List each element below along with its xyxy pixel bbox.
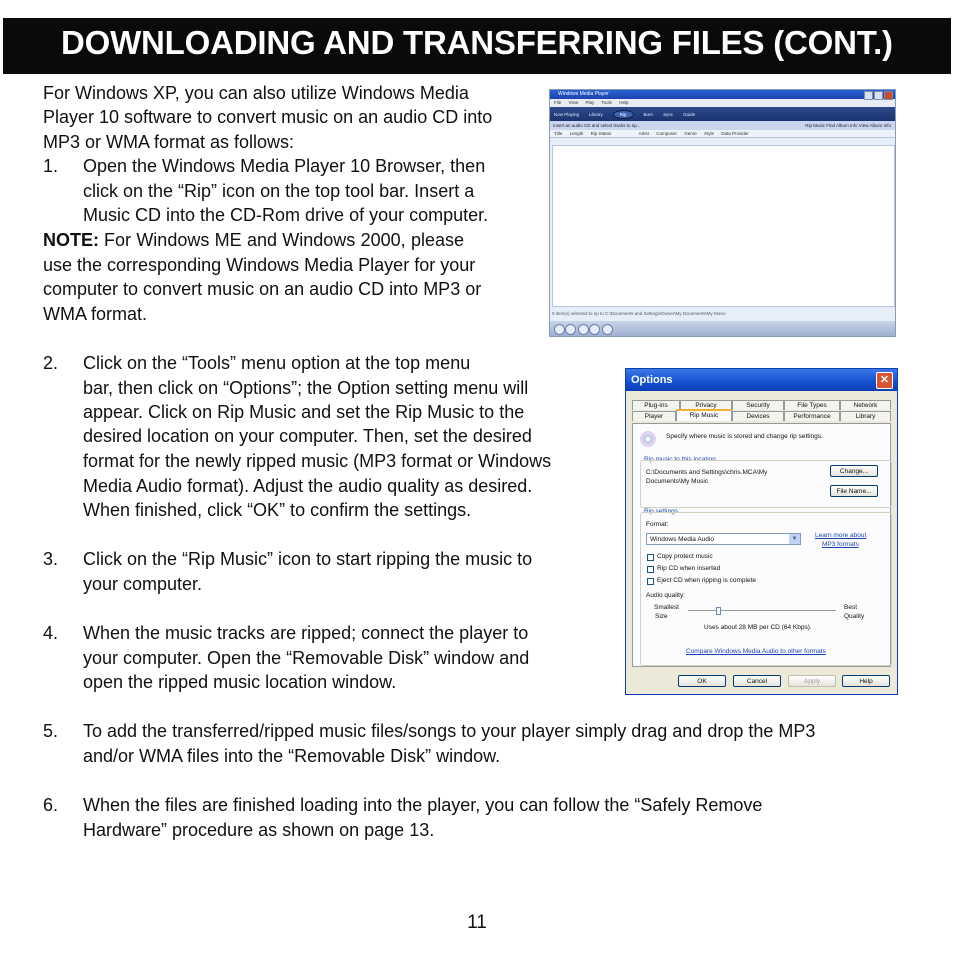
menu-tools[interactable]: Tools bbox=[601, 100, 612, 105]
tab-performance[interactable]: Performance bbox=[784, 411, 840, 421]
tab-row-2 bbox=[632, 411, 891, 421]
column-header[interactable]: Rip Status bbox=[590, 131, 612, 136]
menu-view[interactable]: View bbox=[568, 100, 579, 105]
ok-button[interactable]: OK bbox=[678, 675, 726, 687]
wmp-status: 0 item(s) selected to rip to C:\Documents and Settings\Owner\My Documents\My Music bbox=[552, 311, 726, 316]
change-button[interactable]: Change... bbox=[830, 465, 878, 477]
step-line: appear. Click on Rip Music and set the Rip Music to the bbox=[83, 402, 525, 422]
step-line: bar, then click on “Options”; the Option setting menu will bbox=[83, 378, 529, 398]
column-header[interactable]: Title bbox=[554, 131, 563, 136]
tab-player[interactable]: Player bbox=[632, 411, 676, 421]
step-line: Click on the “Rip Music” icon to start ripping the music to bbox=[83, 549, 533, 569]
menu-play[interactable]: Play bbox=[585, 100, 595, 105]
previous-icon[interactable] bbox=[578, 324, 589, 335]
usage-text: Uses about 28 MB per CD (64 Kbps). bbox=[704, 624, 812, 631]
nav-sync[interactable]: Sync bbox=[663, 111, 674, 117]
stop-icon[interactable] bbox=[565, 324, 576, 335]
step-number: 4. bbox=[43, 623, 59, 643]
step-line: your computer. bbox=[83, 574, 203, 594]
panel-description: Specify where music is stored and change rip settings. bbox=[666, 433, 823, 440]
play-icon[interactable] bbox=[554, 324, 565, 335]
intro-line: MP3 or WMA format as follows: bbox=[43, 132, 295, 152]
size-label: Size bbox=[655, 613, 668, 620]
page-number: 11 bbox=[467, 912, 487, 933]
tab-rip-music[interactable]: Rip Music bbox=[676, 409, 732, 421]
note-line: computer to convert music on an audio CD into MP3 or bbox=[43, 279, 482, 299]
quality-label: Quality bbox=[844, 613, 865, 620]
wmp-menubar bbox=[550, 99, 895, 107]
next-icon[interactable] bbox=[589, 324, 600, 335]
note-line: WMA format. bbox=[43, 304, 148, 324]
step-number: 1. bbox=[43, 156, 59, 176]
step-line: format for the newly ripped music (MP3 format or Windows bbox=[83, 451, 552, 471]
tab-security[interactable]: Security bbox=[732, 400, 784, 410]
note-label: NOTE: bbox=[43, 230, 99, 250]
column-header[interactable]: Composer bbox=[656, 131, 677, 136]
step-number: 2. bbox=[43, 353, 59, 373]
chevron-down-icon[interactable]: ▼ bbox=[789, 534, 800, 544]
copy-protect-checkbox[interactable] bbox=[647, 554, 654, 561]
intro-line: Player 10 software to convert music on an audio CD into bbox=[43, 107, 493, 127]
rip-actions[interactable]: Rip Music Find Album Info View Album Info bbox=[805, 123, 891, 128]
rip-when-inserted-checkbox[interactable] bbox=[647, 566, 654, 573]
compare-link[interactable]: Compare Windows Media Audio to other formats bbox=[686, 648, 826, 655]
menu-help[interactable]: Help bbox=[619, 100, 629, 105]
step-line: and/or WMA files into the “Removable Disk” window. bbox=[83, 746, 501, 766]
dialog-title: Options bbox=[631, 374, 673, 386]
rip-instructions: Insert an audio CD and select tracks to rip... bbox=[553, 123, 641, 128]
wmp-screenshot bbox=[549, 89, 896, 337]
options-dialog bbox=[625, 368, 898, 695]
quality-slider-thumb[interactable] bbox=[716, 607, 721, 615]
nav-library[interactable]: Library bbox=[589, 111, 603, 117]
wmp-title: Windows Media Player bbox=[558, 91, 609, 97]
format-value: Windows Media Audio bbox=[650, 536, 714, 543]
column-header[interactable]: Length bbox=[569, 131, 584, 136]
page-title: DOWNLOADING AND TRANSFERRING FILES (CONT.) bbox=[61, 24, 893, 61]
step-line: Music CD into the CD-Rom drive of your computer. bbox=[83, 205, 489, 225]
nav-burn[interactable]: Burn bbox=[643, 111, 654, 117]
step-line: When the music tracks are ripped; connect the player to bbox=[83, 623, 529, 643]
tab-library[interactable]: Library bbox=[840, 411, 891, 421]
step-line: Hardware” procedure as shown on page 13. bbox=[83, 820, 435, 840]
help-button[interactable]: Help bbox=[842, 675, 890, 687]
step-line: Open the Windows Media Player 10 Browser, then bbox=[83, 156, 486, 176]
track-columns bbox=[550, 130, 895, 138]
step-number: 5. bbox=[43, 721, 59, 741]
close-icon[interactable] bbox=[884, 91, 893, 100]
column-header[interactable]: Style bbox=[704, 131, 715, 136]
tab-row-1 bbox=[632, 400, 891, 410]
format-select[interactable] bbox=[646, 533, 801, 545]
tab-devices[interactable]: Devices bbox=[732, 411, 784, 421]
step-line: your computer. Open the “Removable Disk” window and bbox=[83, 648, 530, 668]
wmp-controls bbox=[550, 321, 895, 336]
best-label: Best bbox=[844, 604, 858, 611]
rip-path: C:\Documents and Settings\chris.MCA\My bbox=[646, 469, 768, 476]
rip-when-inserted-label: Rip CD when inserted bbox=[657, 565, 721, 572]
cancel-button[interactable]: Cancel bbox=[733, 675, 781, 687]
step-line: desired location on your computer. Then, set the desired bbox=[83, 426, 532, 446]
header-bar bbox=[3, 18, 951, 74]
learn-more-link[interactable]: Learn more about bbox=[815, 532, 867, 539]
eject-label: Eject CD when ripping is complete bbox=[657, 577, 756, 584]
minimize-icon[interactable] bbox=[864, 91, 873, 100]
eject-checkbox[interactable] bbox=[647, 578, 654, 585]
intro-line: For Windows XP, you can also utilize Windows Media bbox=[43, 83, 469, 103]
step-line: To add the transferred/ripped music files/songs to your player simply drag and drop the MP3 bbox=[83, 721, 816, 741]
location-group-label: Rip music to this location bbox=[644, 456, 716, 463]
step-line: open the ripped music location window. bbox=[83, 672, 397, 692]
maximize-icon[interactable] bbox=[874, 91, 883, 100]
column-header[interactable]: Genre bbox=[684, 131, 697, 136]
wmp-rip-toolbar bbox=[550, 121, 895, 130]
mute-icon[interactable] bbox=[602, 324, 613, 335]
settings-group-label: Rip settings bbox=[644, 508, 678, 515]
tab-plugins[interactable]: Plug-ins bbox=[632, 400, 680, 410]
note-first-line bbox=[43, 228, 526, 253]
step-line: click on the “Rip” icon on the top tool bar. Insert a bbox=[83, 181, 475, 201]
step-number: 6. bbox=[43, 795, 59, 815]
column-header[interactable]: Data Provider bbox=[721, 131, 749, 136]
note-line: use the corresponding Windows Media Player for your bbox=[43, 255, 476, 275]
wmp-window-buttons bbox=[864, 91, 893, 100]
tab-file-types[interactable]: File Types bbox=[784, 400, 840, 410]
step-line: When finished, click “OK” to confirm the settings. bbox=[83, 500, 472, 520]
wmp-nav bbox=[550, 107, 895, 121]
menu-file[interactable]: File bbox=[554, 100, 562, 105]
file-name-button[interactable]: File Name... bbox=[830, 485, 878, 497]
dialog-titlebar bbox=[626, 369, 897, 391]
close-icon[interactable]: ✕ bbox=[876, 372, 893, 389]
nav-now-playing[interactable]: Now Playing bbox=[554, 111, 580, 117]
step-number: 3. bbox=[43, 549, 59, 569]
rip-path-cont: Documents\My Music bbox=[646, 478, 709, 485]
copy-protect-label: Copy protect music bbox=[657, 553, 713, 560]
wmp-titlebar bbox=[550, 90, 895, 99]
cd-icon bbox=[640, 431, 656, 447]
column-header[interactable]: Artist bbox=[638, 131, 649, 136]
nav-guide[interactable]: Guide bbox=[683, 111, 696, 117]
mp3-formats-link[interactable]: MP3 formats bbox=[822, 541, 859, 548]
track-list[interactable] bbox=[552, 145, 895, 307]
tab-privacy[interactable]: Privacy bbox=[680, 400, 732, 410]
audio-quality-label: Audio quality: bbox=[646, 592, 686, 599]
step-line: Media Audio format). Adjust the audio quality as desired. bbox=[83, 476, 533, 496]
format-label: Format: bbox=[646, 521, 669, 528]
step-line: When the files are finished loading into the player, you can follow the “Safely Remove bbox=[83, 795, 763, 815]
nav-rip[interactable]: Rip bbox=[613, 110, 634, 119]
smallest-label: Smallest bbox=[654, 604, 679, 611]
apply-button[interactable]: Apply bbox=[788, 675, 836, 687]
note-text: For Windows ME and Windows 2000, please bbox=[104, 230, 465, 250]
quality-slider-track bbox=[688, 610, 836, 611]
step-line: Click on the “Tools” menu option at the top menu bbox=[83, 353, 471, 373]
tab-network[interactable]: Network bbox=[840, 400, 891, 410]
